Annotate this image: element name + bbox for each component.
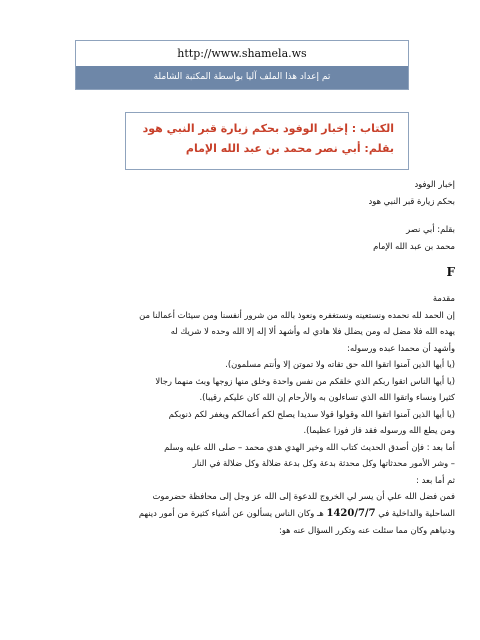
paragraph-line: (يا أيها الذين آمنوا اتقوا الله حق تقاته ولا تموتن إلا وأنتم مسلمون). [225, 359, 455, 369]
paragraph-line: ودنياهم وكان مما سئلت عنه وتكرر السؤال عنه هو: [279, 525, 455, 535]
content-title-line-1: إخبار الوفود [414, 179, 455, 189]
content-title-line-2: بحكم زيارة قبر النبي هود [368, 195, 455, 206]
document-body [28, 176, 455, 539]
book-author: بقلم: أبي نصر محمد بن عبد الله الإمام [185, 142, 394, 155]
paragraph-text: الساحلية والداخلية في [375, 507, 455, 518]
paragraph-line: يهده الله فلا مضل له ومن يضلل فلا هادي له وأشهد ألا إله إلا الله وحده لا شريك له [170, 326, 455, 336]
hijri-date: 1420/7/7 [326, 507, 376, 519]
banner-note: تم إعداد هذا الملف آليا بواسطة المكتبة الشاملة [76, 66, 408, 89]
section-marker: F [446, 265, 455, 279]
paragraph-line: إن الحمد لله نحمده ونستعينه ونستغفره ونعوذ بالله من شرور أنفسنا ومن سيئات أعمالنا من [139, 309, 455, 320]
paragraph-line: أما بعد : فإن أصدق الحديث كتاب الله وخير الهدي هدي محمد – صلى الله عليه وسلم [164, 441, 455, 452]
content-author-line-1: بقلم: أبي نصر [406, 224, 455, 234]
shamela-banner [75, 40, 409, 90]
paragraph-line: (يا أيها الذين آمنوا اتقوا الله وقولوا قولا سديدا يصلح لكم أعمالكم ويغفر لكم ذنوبكم [168, 408, 455, 419]
paragraph-text: هـ وكان الناس يسألون عن أشياء كثيرة من أمور دينهم [138, 507, 327, 518]
book-info-box [125, 112, 409, 170]
paragraph-line: ثم أما بعد : [416, 474, 455, 485]
paragraph-line: – وشر الأمور محدثاتها وكل محدثة بدعة وكل بدعة ضلالة وكل ضلالة في النار [192, 458, 455, 468]
paragraph-line: وأشهد أن محمدا عبده ورسوله: [347, 342, 455, 353]
paragraph-line: فمن فضل الله علي أن يسر لي الخروج للدعوة إلى الله عز وجل إلى محافظة حضرموت [152, 491, 455, 501]
paragraph-line: ومن يطع الله ورسوله فقد فاز فوزا عظيما). [303, 425, 455, 435]
paragraph-line: كثيرا ونساء واتقوا الله الذي تساءلون به والأرحام إن الله كان عليكم رقيبا). [199, 392, 455, 402]
paragraph-line: (يا أيها الناس اتقوا ربكم الذي خلقكم من نفس واحدة وخلق منها زوجها وبث منهما رجالا [155, 375, 455, 386]
book-title: الكتاب : إخبار الوفود بحكم زيارة قبر النبي هود [142, 122, 394, 135]
banner-url[interactable]: http://www.shamela.ws [177, 47, 307, 60]
section-heading: مقدمة [432, 293, 455, 303]
content-author-line-2: محمد بن عبد الله الإمام [373, 240, 455, 251]
paragraph-line-with-date [28, 505, 455, 523]
